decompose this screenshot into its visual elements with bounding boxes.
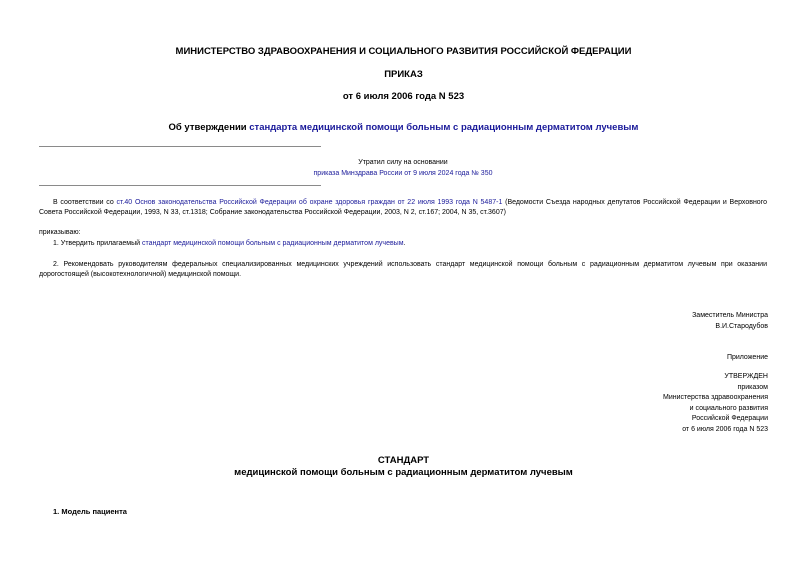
- approval-line-1: УТВЕРЖДЕН: [724, 373, 768, 380]
- law-article-link[interactable]: ст.40 Основ законодательства Российской Федерации об охране здоровья граждан от 22 июля 1993 года N 5487-1: [116, 199, 503, 206]
- preamble-paragraph: [39, 198, 767, 218]
- document-title: [0, 122, 807, 133]
- document-type: ПРИКАЗ: [384, 69, 423, 80]
- signature-name: В.И.Стародубов: [715, 322, 768, 330]
- signature-position: Заместитель Министра: [692, 312, 768, 319]
- approval-line-4: и социального развития: [689, 404, 768, 412]
- repeal-notice-text: Утратил силу на основании: [358, 159, 448, 166]
- section-patient-model: 1. Модель пациента: [53, 507, 127, 516]
- order-item-2: 2. Рекомендовать руководителям федеральных специализированных медицинских учреждений использовать стандарт медицинской помощи больным с радиационным дерматитом лучевым при оказании дорогостоящей (высокотехнологичной) медицинской помощи.: [39, 261, 767, 278]
- appendix-label: Приложение: [726, 354, 768, 361]
- top-divider: [39, 146, 321, 147]
- item1-suffix: .: [403, 240, 406, 247]
- title-prefix: Об утверждении: [168, 122, 250, 133]
- approval-line-2: приказом: [737, 383, 768, 391]
- preamble-prefix: В соответствии со: [53, 199, 117, 206]
- approval-line-3: Министерства здравоохранения: [663, 394, 768, 401]
- repeal-order-link[interactable]: приказа Минздрава России от 9 июля 2024 года № 350: [313, 170, 493, 177]
- approval-line-6: от 6 июля 2006 года N 523: [682, 425, 768, 433]
- signature-block: [692, 311, 768, 332]
- approval-block: [663, 372, 768, 435]
- standard-heading: СТАНДАРТ: [377, 455, 430, 466]
- standard-link[interactable]: стандарт медицинской помощи больным с радиационным дерматитом лучевым: [141, 240, 404, 247]
- item1-prefix: 1. Утвердить прилагаемый: [53, 240, 142, 247]
- bottom-divider: [39, 185, 321, 186]
- standard-subtitle: медицинской помощи больным с радиационным дерматитом лучевым: [234, 467, 573, 478]
- ministry-heading: МИНИСТЕРСТВО ЗДРАВООХРАНЕНИЯ И СОЦИАЛЬНОГО РАЗВИТИЯ РОССИЙСКОЙ ФЕДЕРАЦИИ: [175, 46, 632, 57]
- orders-label: приказываю:: [39, 229, 81, 236]
- title-standard-link[interactable]: стандарта медицинской помощи больным с радиационным дерматитом лучевым: [249, 122, 639, 133]
- repeal-notice: [39, 158, 767, 179]
- preamble-suffix: (Ведомости Съезда народных депутатов Российской Федерации и Верховного Совета Российской Федерации, 1993, N 33, ст.1318; Собрание законодательства Российской Федерации, 2003, N 2, ст.167; 2004, N 35, ст.3607): [39, 199, 767, 216]
- document-date: от 6 июля 2006 года N 523: [342, 91, 465, 102]
- approval-line-5: Российской Федерации: [691, 415, 768, 422]
- order-item-1: [53, 239, 405, 249]
